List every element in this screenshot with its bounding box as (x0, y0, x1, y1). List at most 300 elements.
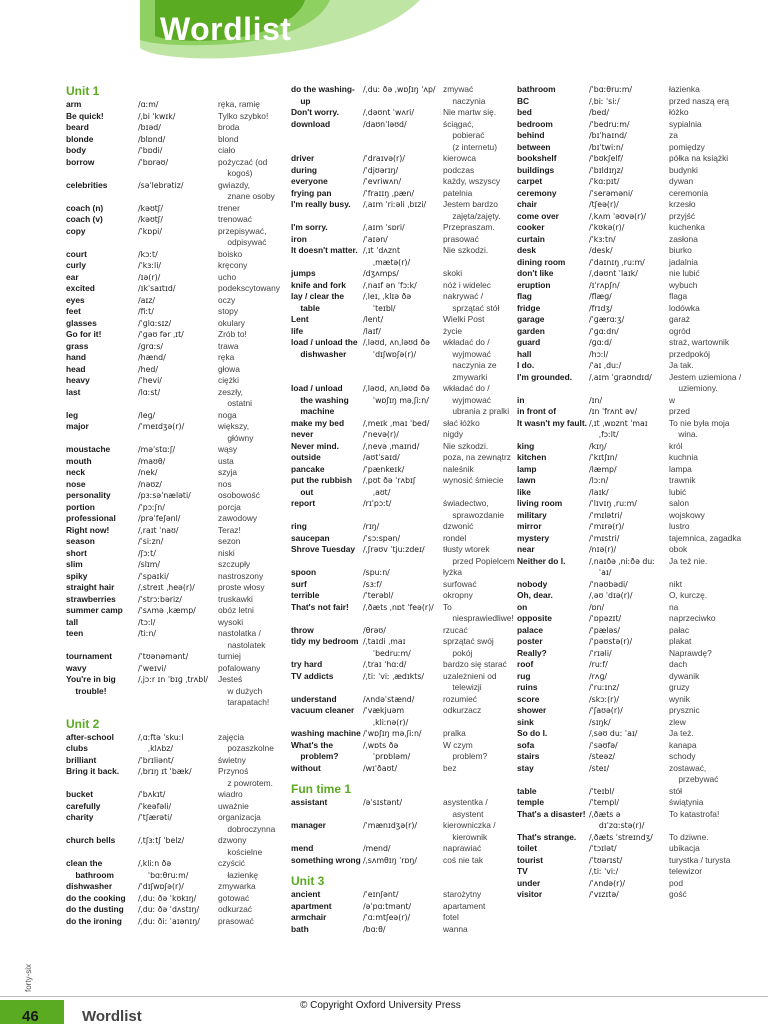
entry-phonetic: /ˈdjʊərɪŋ/ (363, 165, 399, 175)
entry-word: buildings (517, 164, 555, 175)
entry-phonetic: /səˈlebrətiz/ (138, 180, 184, 190)
entry-word: lay / clear the table (291, 291, 345, 313)
entry-word: tourist (517, 854, 544, 865)
entry-translation: uzależnieni od telewizji (443, 670, 497, 692)
entry-word: like (517, 486, 531, 497)
entry-phonetic: /tɔːl/ (138, 617, 156, 627)
wordlist-entry (291, 176, 516, 188)
entry-phonetic: /ˌkliːn ðə ˈbɑːθruːm/ (138, 859, 189, 880)
entry-phonetic: /ˈʌndə(r)/ (589, 878, 625, 888)
entry-translation: surfować (443, 578, 477, 589)
wordlist-entry (291, 924, 516, 936)
wordlist-entry (291, 188, 516, 200)
entry-word: fridge (517, 302, 541, 313)
footer-divider (0, 996, 768, 997)
entry-phonetic: /frɪdʒ/ (589, 303, 613, 313)
entry-word: stay (517, 762, 534, 773)
entry-phonetic: /wɪˈðaʊt/ (363, 763, 398, 773)
entry-phonetic: /ˈmeɪdʒə(r)/ (138, 422, 185, 431)
wordlist-entry (517, 418, 742, 441)
entry-phonetic: /hænd/ (138, 353, 166, 362)
wordlist-entry (291, 855, 516, 867)
entry-phonetic: /ɪˈrʌpʃn/ (589, 280, 620, 290)
wordlist-entry (291, 153, 516, 165)
entry-phonetic: /ˌduː ðə ˈkʊkɪŋ/ (138, 893, 197, 903)
wordlist-entry (291, 820, 516, 843)
wordlist-entry (66, 755, 281, 767)
wordlist-entry (291, 567, 516, 579)
entry-word: leg (66, 409, 79, 420)
entry-translation: plakat (669, 636, 692, 646)
entry-translation: dywanik (669, 670, 700, 681)
entry-translation: kierowniczka / kierownik (443, 820, 496, 842)
wordlist-entry (291, 326, 516, 338)
entry-phonetic: /ˌmeɪk ˌmaɪ ˈbed/ (363, 418, 430, 428)
entry-phonetic: /ˈbʊkʃelf/ (589, 154, 624, 163)
entry-phonetic: /nɪə(r)/ (589, 545, 617, 554)
entry-word: lamp (517, 463, 537, 474)
entry-word: garden (517, 325, 545, 336)
wordlist-entry (291, 475, 516, 498)
entry-translation: odkurzacz (443, 705, 482, 715)
entry-translation: To nie była moja wina. (669, 417, 730, 439)
wordlist-entry (517, 487, 742, 499)
entry-translation: sprzątać swój pokój (443, 636, 494, 658)
entry-translation: prysznic (669, 705, 700, 715)
entry-translation: pralka (443, 728, 466, 738)
entry-phonetic: /aɪz/ (138, 295, 156, 305)
entry-translation: dzwonić (443, 521, 474, 531)
wordlist-entry (517, 406, 742, 418)
entry-phonetic: /tiːn/ (138, 629, 157, 638)
wordlist-entry (517, 786, 742, 798)
wordlist-entry (517, 544, 742, 556)
entry-word: score (517, 693, 540, 704)
entry-word: celebrities (66, 179, 108, 190)
wordlist-entry (517, 648, 742, 660)
entry-phonetic: /ˈtʊənəmənt/ (138, 652, 189, 661)
entry-word: military (517, 509, 547, 520)
entry-phonetic: /ˈpæləs/ (589, 625, 621, 635)
entry-translation: To niesprawiedliwe! (443, 601, 514, 623)
wordlist-entry (291, 234, 516, 246)
entry-word: come over (517, 210, 559, 221)
entry-translation: dzwony kościelne (218, 835, 263, 857)
wordlist-entry (66, 651, 281, 663)
wordlist-entry (291, 199, 516, 222)
wordlist-entry (291, 268, 516, 280)
entry-translation: rzucać (443, 624, 468, 635)
entry-translation: Tylko szybko! (218, 110, 269, 121)
entry-phonetic: /kəʊtʃ/ (138, 215, 164, 224)
entry-translation: ceremonia (669, 187, 709, 198)
entry-phonetic: /rɪˈpɔːt/ (363, 499, 392, 508)
entry-word: hand (66, 352, 87, 362)
entry-translation: Jestem uziemiona / uziemiony. (669, 371, 742, 393)
entry-word: mouth (66, 455, 92, 466)
section-gap (517, 901, 742, 909)
entry-phonetic: /ˈlɪvɪŋ ˌruːm/ (589, 499, 637, 508)
wordlist-entry (66, 628, 281, 651)
entry-word: court (66, 248, 87, 259)
wordlist-entry (517, 625, 742, 637)
entry-word: under (517, 877, 541, 888)
wordlist-entry (66, 663, 281, 675)
entry-translation: świetny (218, 754, 246, 765)
entry-translation: przedpokój (669, 348, 710, 359)
wordlist-entry (517, 142, 742, 154)
entry-translation: Jesteś w dużych tarapatach! (218, 674, 270, 707)
entry-phonetic: /ˈterəbl/ (363, 591, 394, 600)
entry-translation: gość (669, 889, 687, 899)
entry-word: garage (517, 314, 545, 324)
entry-word: heavy (66, 375, 90, 385)
header-banner (0, 0, 768, 80)
entry-word: living room (517, 498, 563, 508)
entry-translation: świadectwo, sprawozdanie (443, 498, 504, 520)
entry-translation: telewizor (669, 866, 703, 876)
entry-phonetic: /ˈhevi/ (138, 376, 162, 385)
wordlist-entry (517, 441, 742, 453)
page-number-words: forty-six (24, 964, 33, 992)
entry-phonetic: /ˌleɪ, ˌklɪə ðə ˈteɪbl/ (363, 292, 412, 313)
entry-phonetic: /ˌtiː ˈviː/ (589, 867, 619, 876)
entry-phonetic: /lɑːst/ (138, 387, 161, 397)
entry-word: put the rubbish out (291, 475, 352, 497)
entry-phonetic: /ɑːm/ (138, 100, 159, 109)
entry-word: spoon (291, 567, 317, 577)
wordlist-entry (517, 165, 742, 177)
entry-word: coach (v) (66, 214, 103, 224)
entry-phonetic: /ˌɪt ˌwɒznt ˈmaɪ ˌfɔːlt/ (589, 418, 648, 439)
entry-translation: Nie szkodzi. (443, 245, 489, 255)
wordlist-entry (66, 295, 281, 307)
entry-translation: poza, na zewnątrz (443, 452, 511, 462)
wordlist-entry (517, 855, 742, 867)
wordlist-entry (66, 111, 281, 123)
wordlist-entry (517, 602, 742, 614)
wordlist-entry (66, 559, 281, 571)
entry-phonetic: /ˌstreɪt ˌheə(r)/ (138, 583, 195, 592)
wordlist-entry (291, 383, 516, 418)
entry-translation: prasować (218, 915, 254, 926)
entry-word: do the cooking (66, 892, 126, 903)
entry-word: brilliant (66, 754, 97, 765)
wordlist-entry (66, 341, 281, 353)
entry-phonetic: /əˈsɪstənt/ (363, 798, 403, 807)
entry-word: Don't worry. (291, 107, 339, 117)
entry-word: outside (291, 452, 321, 462)
entry-word: tall (66, 616, 79, 627)
entry-phonetic: /ˈpænkeɪk/ (363, 464, 405, 474)
entry-phonetic: /ˈɡəʊ fər ˌɪt/ (138, 330, 184, 339)
wordlist-entry (66, 571, 281, 583)
entry-word: on (517, 601, 528, 612)
entry-word: Bring it back. (66, 766, 120, 776)
entry-phonetic: /daʊnˈləʊd/ (363, 119, 407, 129)
entry-translation: rozumieć (443, 693, 477, 704)
entry-word: throw (291, 624, 314, 635)
wordlist-entry (291, 222, 516, 234)
entry-word: I'm grounded. (517, 371, 573, 382)
entry-translation: Zrób to! (218, 329, 247, 339)
entry-word: grass (66, 340, 89, 351)
wordlist-entry (291, 119, 516, 154)
entry-phonetic: /ˌdəʊnt ˈlaɪk/ (589, 269, 638, 278)
section-gap (66, 709, 281, 717)
page-number-vertical (24, 922, 36, 992)
wordlist-entry (517, 84, 742, 96)
wordlist-entry (291, 728, 516, 740)
wordlist-entry (66, 548, 281, 560)
entry-word: flag (517, 291, 532, 301)
entry-translation: ręka, ramię (218, 99, 260, 109)
entry-translation: To dziwne. (669, 831, 709, 842)
entry-phonetic: /əˈpɑːtmənt/ (363, 901, 412, 911)
wordlist-entry (66, 513, 281, 525)
entry-phonetic: /ˈmɪstri/ (589, 533, 620, 543)
entry-translation: obóz letni (218, 605, 254, 615)
entry-translation: proste włosy (218, 582, 265, 592)
entry-word: coach (n) (66, 202, 104, 213)
entry-phonetic: /ˈtʃærəti/ (138, 813, 172, 822)
wordlist-entry (66, 272, 281, 284)
entry-translation: zmywać naczynia (443, 84, 486, 106)
entry-phonetic: /ˈbʌkɪt/ (138, 790, 166, 799)
entry-translation: czyścić łazienkę (218, 858, 259, 880)
entry-translation: podekscytowany (218, 283, 280, 293)
entry-translation: sypialnia (669, 118, 702, 129)
entry-translation: bardzo się starać (443, 659, 507, 669)
entry-translation: ubikacja (669, 843, 700, 853)
wordlist-entry (66, 364, 281, 376)
entry-phonetic: /flæɡ/ (589, 292, 612, 301)
entry-phonetic: /ˌðæts ə dɪˈzɑːstə(r)/ (589, 809, 645, 830)
entry-word: kitchen (517, 452, 547, 462)
entry-word: teen (66, 628, 84, 638)
entry-translation: łazienka (669, 84, 700, 94)
entry-translation: świątynia (669, 797, 704, 807)
entry-word: You're in big trouble! (66, 674, 116, 696)
wordlist-entry (517, 521, 742, 533)
entry-word: temple (517, 797, 544, 807)
entry-translation: pofalowany (218, 662, 261, 673)
wordlist-entry (66, 801, 281, 813)
entry-phonetic: /ˈsʌmə ˌkæmp/ (138, 606, 196, 615)
entry-translation: Przynoś z powrotem. (218, 766, 273, 788)
entry-phonetic: /ɪn ˈfrʌnt əv/ (589, 407, 638, 416)
entry-phonetic: /ˈsɔːspən/ (363, 533, 401, 543)
entry-translation: wynik (669, 693, 690, 704)
entry-translation: półka na książki (669, 153, 729, 163)
entry-phonetic: /kəʊtʃ/ (138, 203, 164, 213)
entry-translation: patelnia (443, 187, 473, 198)
wordlist-entry (66, 582, 281, 594)
wordlist-entry (517, 119, 742, 131)
wordlist-entry (66, 375, 281, 387)
wordlist-entry (291, 763, 516, 775)
wordlist-entry (291, 441, 516, 453)
entry-word: eruption (517, 279, 551, 290)
wordlist-entry (291, 843, 516, 855)
entry-phonetic: /ˈɒpəzɪt/ (589, 614, 622, 623)
entry-phonetic: /ˈmænɪdʒə(r)/ (363, 821, 418, 830)
entry-translation: truskawki (218, 593, 253, 604)
entry-phonetic: /ɪkˈsaɪtɪd/ (138, 284, 176, 293)
entry-phonetic: /steəz/ (589, 752, 616, 761)
entry-phonetic: /ˈkʊkə(r)/ (589, 223, 625, 232)
entry-word: assistant (291, 797, 328, 807)
entry-phonetic: /nek/ (138, 468, 158, 477)
entry-translation: nikt (669, 578, 683, 589)
wordlist-entry (291, 245, 516, 268)
wordlist-entry (66, 456, 281, 468)
entry-phonetic: /bɪˈtwiːn/ (589, 142, 624, 152)
wordlist-entry (66, 467, 281, 479)
wordlist-entry (66, 893, 281, 905)
entry-phonetic: /θrəʊ/ (363, 625, 386, 635)
wordlist-entry (517, 176, 742, 188)
wordlist-entry (291, 314, 516, 326)
entry-word: short (66, 547, 87, 558)
wordlist-entry (66, 789, 281, 801)
entry-word: something wrong (291, 854, 361, 865)
entry-word: knife and fork (291, 279, 346, 290)
wordlist-entry (291, 544, 516, 567)
entry-phonetic: /ˌnevə ˌmaɪnd/ (363, 441, 420, 451)
entry-phonetic: /ˌdəʊnt ˈwʌri/ (363, 108, 414, 117)
entry-word: understand (291, 693, 337, 704)
entry-translation: na (669, 601, 679, 612)
entry-translation: apartament (443, 900, 486, 911)
entry-translation: organizacja dobroczynna (218, 812, 276, 834)
wordlist-entry (291, 84, 516, 107)
wordlist-entry (517, 303, 742, 315)
entry-translation: starożytny (443, 889, 482, 899)
wordlist-entry (66, 617, 281, 629)
entry-translation: biurko (669, 245, 692, 255)
wordlist-column-3 (517, 84, 742, 909)
entry-word: moustache (66, 444, 111, 454)
entry-word: life (291, 325, 304, 336)
entry-translation: boisko (218, 248, 243, 259)
entry-word: excited (66, 283, 95, 293)
wordlist-entry (66, 502, 281, 514)
entry-phonetic: /ˈnevə(r)/ (363, 430, 399, 439)
entry-phonetic: /lent/ (363, 315, 384, 324)
wordlist-entry (517, 510, 742, 522)
entry-translation: porcja (218, 501, 241, 512)
wordlist-entry (517, 349, 742, 361)
entry-word: sink (517, 716, 534, 727)
wordlist-entry (517, 740, 742, 752)
entry-phonetic: /ˈevriwʌn/ (363, 177, 402, 186)
entry-translation: w (669, 394, 676, 405)
entry-translation: pożyczać (od kogoś) (218, 156, 268, 178)
entry-phonetic: /pɜːsəˈnæləti/ (138, 491, 191, 500)
wordlist-entry (517, 694, 742, 706)
entry-word: desk (517, 245, 537, 255)
wordlist-entry (66, 226, 281, 249)
entry-translation: zostawać, przebywać (669, 762, 719, 784)
entry-phonetic: /ˈmɪlətri/ (589, 510, 623, 520)
unit-heading: Unit 2 (66, 716, 100, 731)
entry-word: terrible (291, 590, 320, 600)
wordlist-entry (517, 579, 742, 591)
entry-phonetic: /mend/ (363, 844, 391, 853)
entry-phonetic: /ˌpʊt ðə ˈrʌbɪʃ ˌaʊt/ (363, 476, 416, 497)
entry-word: iron (291, 233, 307, 244)
wordlist-entry (517, 107, 742, 119)
wordlist-entry (66, 858, 281, 881)
entry-word: ruins (517, 682, 538, 692)
entry-translation: Nie martw się. (443, 107, 497, 117)
entry-translation: lubić (669, 486, 687, 497)
entry-translation: kanapa (669, 739, 697, 750)
entry-translation: blond (218, 133, 239, 144)
entry-phonetic: /ˈsiːzn/ (138, 537, 164, 546)
entry-phonetic: /ˈkɜːtn/ (589, 234, 616, 244)
entry-word: try hard (291, 659, 323, 669)
wordlist-entry (517, 671, 742, 683)
entry-translation: kręcony (218, 260, 248, 270)
entry-translation: wanna (443, 923, 468, 934)
entry-phonetic: /ˈpɔːʃn/ (138, 502, 165, 512)
entry-phonetic: /ˌaɪm ˈɡraʊndɪd/ (589, 372, 652, 382)
entry-word: bookshelf (517, 153, 557, 163)
entry-phonetic: /ˈɡærɑːʒ/ (589, 315, 625, 324)
wordlist-entry (291, 602, 516, 625)
entry-translation: nos (218, 478, 232, 489)
entry-word: Oh, dear. (517, 590, 553, 600)
entry-word: bathroom (517, 84, 556, 94)
entry-translation: odkurzać (218, 904, 252, 914)
entry-translation: kuchnia (669, 452, 698, 462)
entry-phonetic: /slɪm/ (138, 560, 160, 569)
wordlist-entry (517, 809, 742, 832)
page-title: Wordlist (160, 11, 292, 47)
wordlist-entry (66, 214, 281, 226)
entry-phonetic: /ˈkɒpi/ (138, 226, 162, 236)
entry-word: ear (66, 271, 79, 282)
entry-translation: noga (218, 409, 237, 420)
wordlist-entry (517, 222, 742, 234)
entry-word: in (517, 394, 525, 405)
entry-word: between (517, 141, 551, 152)
wordlist-entry (66, 594, 281, 606)
entry-translation: łóżko (669, 107, 689, 117)
wordlist-entry (66, 835, 281, 858)
wordlist-entry (517, 590, 742, 602)
entry-word: straight hair (66, 582, 115, 592)
entry-word: sofa (517, 739, 535, 750)
entry-word: That's not fair! (291, 601, 349, 612)
entry-translation: trawa (218, 340, 239, 351)
entry-translation: gruzy (669, 682, 690, 692)
entry-word: glasses (66, 317, 97, 328)
entry-translation: dywan (669, 176, 694, 186)
entry-word: mend (291, 843, 314, 853)
entry-phonetic: /rɪŋ/ (363, 522, 380, 531)
entry-phonetic: /ɡrɑːs/ (138, 341, 164, 351)
entry-phonetic: /ˌduː ðə ˌwɒʃɪŋ ˈʌp/ (363, 85, 436, 94)
entry-word: So do I. (517, 728, 548, 738)
entry-word: major (66, 421, 89, 431)
wordlist-entry (517, 556, 742, 579)
entry-phonetic: /ˌkʌm ˈəʊvə(r)/ (589, 211, 647, 221)
entry-word: visitor (517, 889, 543, 899)
entry-translation: wynosić śmiecie (443, 475, 504, 485)
